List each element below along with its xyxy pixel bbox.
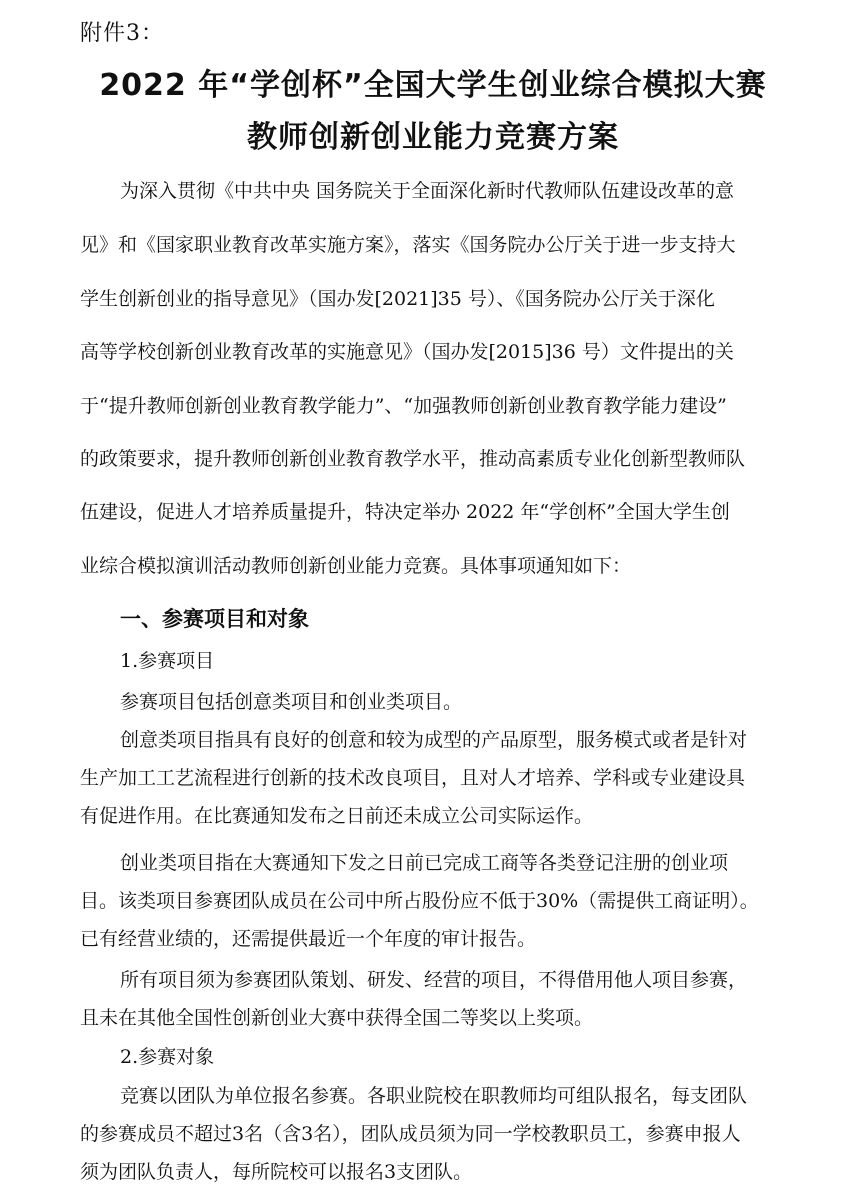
intro-line: 于“提升教师创新创业教育教学能力”、“加强教师创新创业教育教学能力建设”: [80, 395, 727, 417]
intro-line: 为深入贯彻《中共中央 国务院关于全面深化新时代教师队伍建设改革的意: [120, 180, 735, 202]
intro-line: 业综合模拟演训活动教师创新创业能力竞赛。具体事项通知如下：: [80, 555, 632, 577]
body-line: 有促进作用。在比赛通知发布之日前还未成立公司实际运作。: [80, 805, 594, 827]
body-line: 所有项目须为参赛团队策划、研发、经营的项目，不得借用他人项目参赛，: [120, 969, 748, 991]
subsection-heading: 1.参赛项目: [120, 650, 215, 672]
body-line: 创业类项目指在大赛通知下发之日前已完成工商等各类登记注册的创业项: [120, 852, 729, 874]
intro-line: 伍建设，促进人才培养质量提升，特决定举办 2022 年“学创杯”全国大学生创: [80, 501, 730, 523]
subsection-heading: 2.参赛对象: [120, 1046, 215, 1068]
intro-line: 高等学校创新创业教育改革的实施意见》（国办发[2015]36 号）文件提出的关: [80, 341, 734, 363]
body-line: 须为团队负责人，每所院校可以报名3支团队。: [80, 1161, 473, 1183]
body-line: 且未在其他全国性创新创业大赛中获得全国二等奖以上奖项。: [80, 1007, 594, 1029]
document-title-line-1: 2022 年“学创杯”全国大学生创业综合模拟大赛: [99, 68, 767, 103]
intro-line: 学生创新创业的指导意见》（国办发[2021]35 号）、《国务院办公厅关于深化: [80, 288, 715, 310]
body-line: 的参赛成员不超过3名（含3名），团队成员须为同一学校教职员工，参赛申报人: [80, 1123, 741, 1145]
body-line: 目。该类项目参赛团队成员在公司中所占股份应不低于30%（需提供工商证明）。: [80, 890, 759, 912]
body-line: 竞赛以团队为单位报名参赛。各职业院校在职教师均可组队报名，每支团队: [120, 1085, 748, 1107]
body-line: 参赛项目包括创意类项目和创业类项目。: [120, 691, 463, 713]
section-heading: 一、参赛项目和对象: [120, 607, 309, 631]
body-line: 已有经营业绩的，还需提供最近一个年度的审计报告。: [80, 928, 537, 950]
body-line: 创意类项目指具有良好的创意和较为成型的产品原型，服务模式或者是针对: [120, 729, 748, 751]
intro-line: 的政策要求，提升教师创新创业教育教学水平，推动高素质专业化创新型教师队: [80, 448, 746, 470]
document-title-line-2: 教师创新创业能力竞赛方案: [247, 120, 619, 155]
attachment-label: 附件3：: [80, 21, 164, 46]
body-line: 生产加工工艺流程进行创新的技术改良项目，且对人才培养、学科或专业建设具: [80, 767, 746, 789]
intro-line: 见》和《国家职业教育改革实施方案》，落实《国务院办公厅关于进一步支持大: [80, 234, 736, 256]
